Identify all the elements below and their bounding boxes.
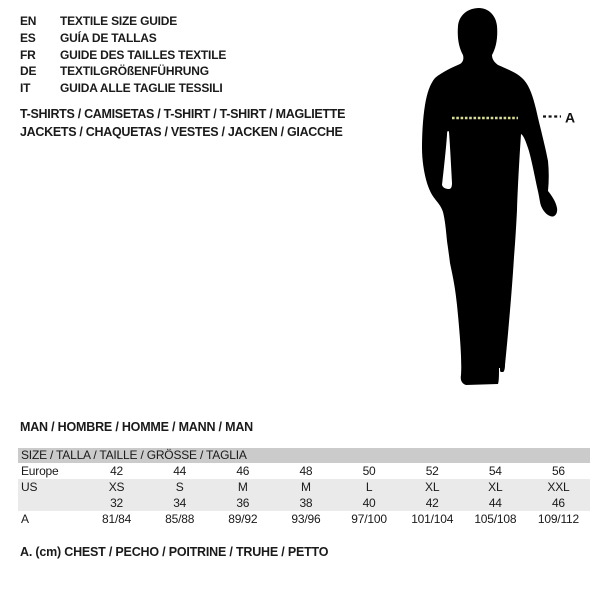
size-cell: 44 <box>173 464 187 478</box>
language-label: GUIDA ALLE TAGLIE TESSILI <box>60 81 223 96</box>
language-code: ES <box>20 30 36 45</box>
size-cell: 46 <box>551 496 565 510</box>
size-cell: L <box>365 480 373 494</box>
size-cell: 97/100 <box>351 512 387 526</box>
size-cell: 36 <box>236 496 250 510</box>
size-cell: 42 <box>425 496 439 510</box>
row-label: Europe <box>21 464 59 478</box>
size-table-body <box>18 463 590 527</box>
size-cell: 56 <box>551 464 565 478</box>
language-code: EN <box>20 14 37 28</box>
table-row <box>18 495 590 511</box>
footnote: A. (cm) CHEST / PECHO / POITRINE / TRUHE / PETTO <box>20 545 329 559</box>
category-list <box>20 105 345 141</box>
language-row <box>20 47 226 64</box>
size-cell: 93/96 <box>291 512 321 526</box>
language-label: TEXTILGRÖßENFÜHRUNG <box>60 64 209 79</box>
language-list <box>20 13 226 97</box>
language-row <box>20 30 226 47</box>
measure-label-a: A <box>565 109 576 126</box>
size-cell: 34 <box>173 496 187 510</box>
language-code: DE <box>20 64 37 79</box>
size-cell: 52 <box>425 464 439 478</box>
language-label: TEXTILE SIZE GUIDE <box>60 14 178 28</box>
category-line: JACKETS / CHAQUETAS / VESTES / JACKEN / GIACCHE <box>20 125 343 139</box>
language-label: GUIDE DES TAILLES TEXTILE <box>60 47 227 62</box>
language-code: IT <box>20 81 31 96</box>
size-cell: M <box>237 480 248 494</box>
man-silhouette <box>422 8 557 385</box>
size-cell: 40 <box>362 496 376 510</box>
size-table-header: SIZE / TALLA / TAILLE / GRÖSSE / TAGLIA <box>18 448 590 463</box>
language-code: FR <box>20 47 36 62</box>
size-cell: 46 <box>236 464 250 478</box>
size-cell: 42 <box>110 464 124 478</box>
size-cell: 109/112 <box>537 512 579 526</box>
language-row <box>20 80 226 97</box>
size-cell: 50 <box>362 464 376 478</box>
size-cell: 105/108 <box>474 512 517 526</box>
size-cell: 44 <box>488 496 502 510</box>
row-label <box>18 495 85 511</box>
size-cell: M <box>301 480 311 494</box>
size-cell: 38 <box>299 496 313 510</box>
size-cell: 101/104 <box>411 512 454 526</box>
size-table <box>18 448 590 527</box>
language-row <box>20 13 226 30</box>
size-cell: 54 <box>488 464 502 478</box>
size-cell: 81/84 <box>102 512 132 526</box>
section-title: MAN / HOMBRE / HOMME / MANN / MAN <box>20 420 253 434</box>
size-cell: 89/92 <box>228 512 258 526</box>
man-silhouette-figure <box>405 5 585 395</box>
language-label: GUÍA DE TALLAS <box>60 30 157 45</box>
row-label: A <box>21 512 29 526</box>
size-cell: 32 <box>110 496 124 510</box>
size-cell: 85/88 <box>165 512 195 526</box>
size-cell: XS <box>108 480 125 494</box>
row-label: US <box>21 480 38 494</box>
size-cell: 48 <box>299 464 313 478</box>
table-row <box>18 479 590 495</box>
table-row <box>18 511 590 527</box>
size-cell: S <box>175 480 184 494</box>
table-row <box>18 463 590 479</box>
language-row <box>20 63 226 80</box>
category-line: T-SHIRTS / CAMISETAS / T-SHIRT / T-SHIRT / MAGLIETTE <box>20 107 346 121</box>
size-cell: XL <box>488 480 503 494</box>
size-cell: XXL <box>547 480 570 494</box>
size-cell: XL <box>425 480 440 494</box>
